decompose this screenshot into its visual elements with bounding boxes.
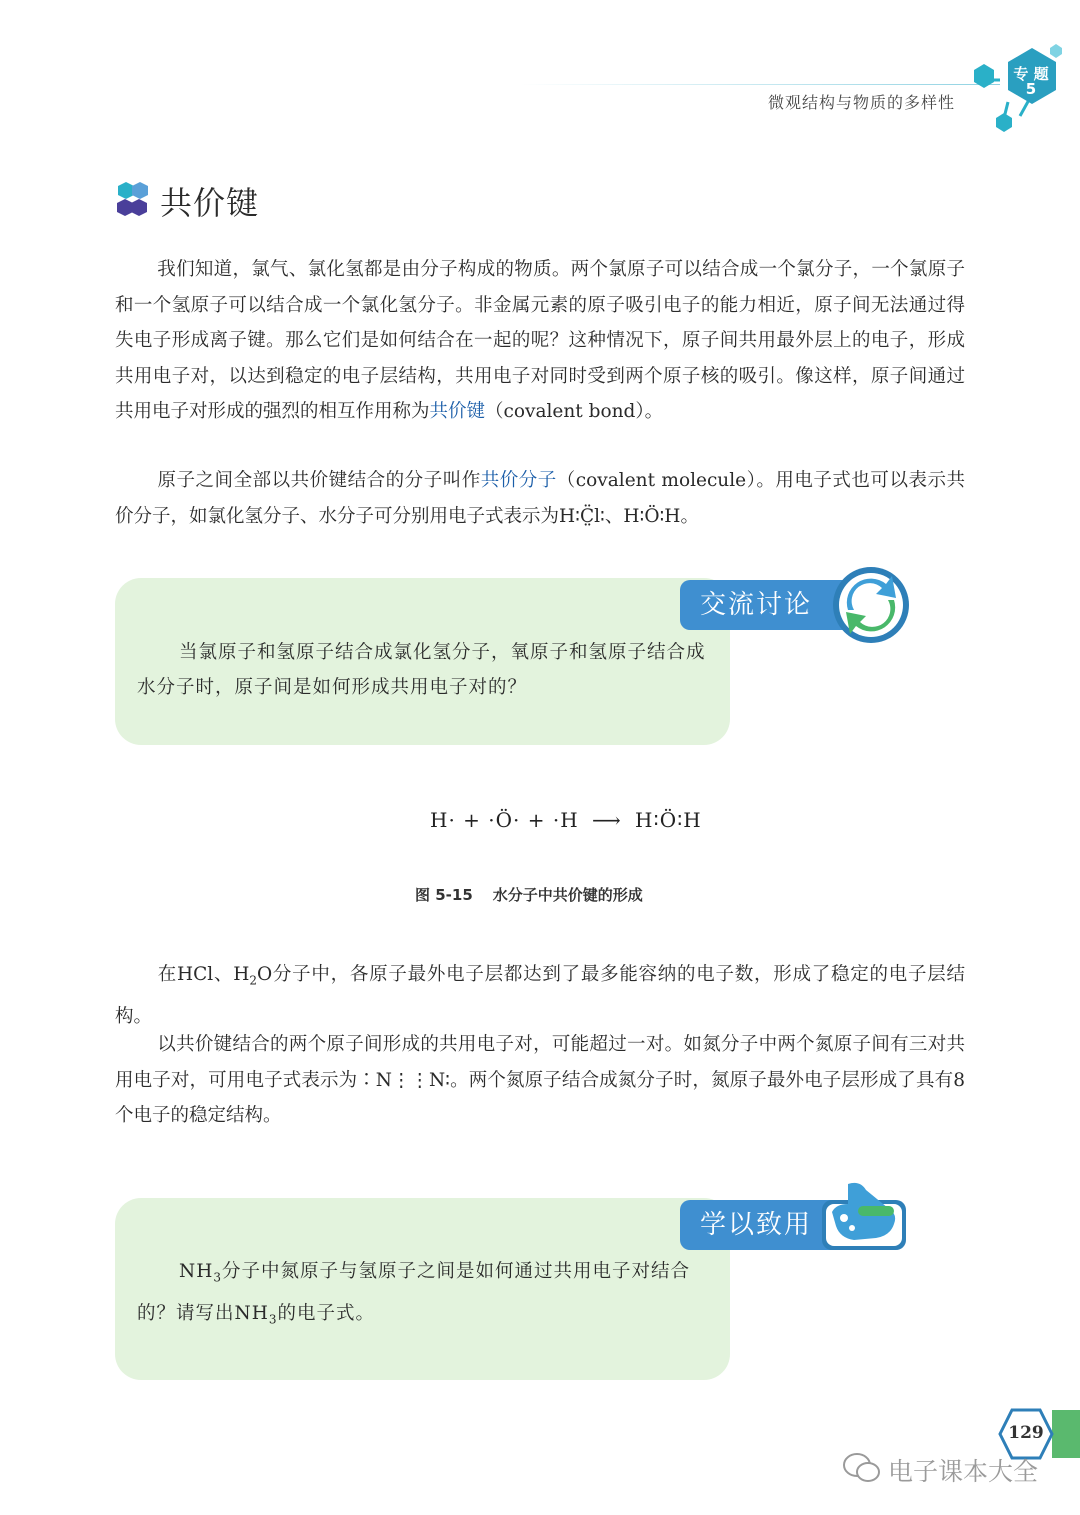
header-divider bbox=[520, 84, 1000, 85]
header-subtitle: 微观结构与物质的多样性 bbox=[768, 93, 956, 112]
figure-caption-text: 水分子中共价键的形成 bbox=[492, 886, 643, 904]
equation-reactants: H· + ·Ö· + ·H bbox=[430, 808, 579, 832]
refresh-arrows-icon bbox=[830, 562, 912, 648]
discussion-question: 当氯原子和氢原子结合成氯化氢分子，氧原子和氢原子结合成水分子时，原子间是如何形成共用电子对的？ bbox=[137, 642, 706, 698]
paragraph-text: （covalent bond）。 bbox=[485, 401, 664, 422]
paragraph-stable-structure bbox=[115, 957, 965, 1035]
paragraph-text: 。两个氮原子结合成氮分子时，氮原子最外电子层形成了具有8个电子的稳定结构。 bbox=[115, 1069, 965, 1126]
wechat-icon bbox=[842, 1452, 882, 1484]
subscript: 3 bbox=[213, 1270, 222, 1285]
chapter-badge bbox=[1008, 67, 1054, 97]
application-text-part: 分子中氮原子与氢原子之间是如何通过共用电子对结合的？请写出NH bbox=[137, 1261, 690, 1324]
formula-hcl: H∶C̤̈l∶ bbox=[559, 505, 605, 527]
paragraph-text: 原子之间全部以共价键结合的分子叫作 bbox=[157, 470, 481, 491]
section-hexagons-icon bbox=[114, 180, 154, 218]
subscript: 3 bbox=[268, 1312, 278, 1327]
paragraph-text: 在HCl、H bbox=[157, 964, 250, 985]
figure-number: 图 5-15 bbox=[415, 886, 473, 904]
equation-arrow: ⟶ bbox=[592, 808, 622, 832]
paragraph-covalent-bond bbox=[115, 252, 965, 430]
application-text-part: NH bbox=[179, 1261, 214, 1282]
term-covalent-molecule: 共价分子 bbox=[480, 470, 557, 491]
paragraph-text: O分子中，各原子最外电子层都达到了最多能容纳的电子数，形成了稳定的电子层结构。 bbox=[115, 964, 965, 1028]
page-edge-bar bbox=[1052, 1410, 1080, 1458]
figure-caption bbox=[415, 884, 643, 905]
equation-product: H∶Ö∶H bbox=[635, 808, 702, 832]
paragraph-text: 。 bbox=[680, 505, 699, 527]
paragraph-multiple-pairs bbox=[115, 1027, 965, 1134]
formula-h2o: H∶Ö∶H bbox=[623, 505, 681, 527]
water-formation-equation bbox=[430, 808, 702, 832]
watermark-text: 电子课本大全 bbox=[888, 1457, 1039, 1486]
paragraph-text: 我们知道，氯气、氯化氢都是由分子构成的物质。两个氯原子可以结合成一个氯分子，一个氯原子和一个氢原子可以结合成一个氯化氢分子。非金属元素的原子吸引电子的能力相近，原子间无法通过得失电子形成离子键。那么它们是如何结合在一起的呢？这种情况下，原子间共用最外层上的电子，形成共用电子对，以达到稳定的电子层结构，共用电子对同时受到两个原子核的吸引。像这样，原子间通过共用电子对形成的强烈的相互作用称为 bbox=[115, 259, 965, 422]
term-covalent-bond: 共价键 bbox=[429, 401, 486, 422]
subscript: 2 bbox=[249, 973, 257, 988]
paragraph-text: 以共价键结合的两个原子间形成的共用电子对，可能超过一对。如氮分子中两个氮原子间有三对共用电子对，可用电子式表示为 bbox=[115, 1034, 965, 1091]
application-tab: 学以致用 bbox=[680, 1200, 840, 1250]
page-number: 129 bbox=[1008, 1423, 1044, 1443]
paragraph-text: （covalent molecule）。用电子式也可以表示共价分子，如氯化氢分子、水分子可分别用电子式表示为 bbox=[115, 470, 965, 527]
chapter-label: 专 题 bbox=[1013, 65, 1049, 83]
section-title: 共价键 bbox=[160, 184, 260, 222]
discussion-text bbox=[137, 635, 709, 705]
application-text-part: 的电子式。 bbox=[277, 1302, 375, 1324]
discussion-tab: 交流讨论 bbox=[680, 580, 852, 630]
application-text bbox=[137, 1254, 709, 1337]
paragraph-text: 、 bbox=[604, 505, 624, 527]
pointing-hand-icon bbox=[818, 1178, 910, 1254]
chapter-number: 5 bbox=[1025, 80, 1037, 98]
formula-n2: ∶N⋮⋮N∶ bbox=[357, 1069, 450, 1091]
paragraph-covalent-molecule bbox=[115, 463, 965, 534]
